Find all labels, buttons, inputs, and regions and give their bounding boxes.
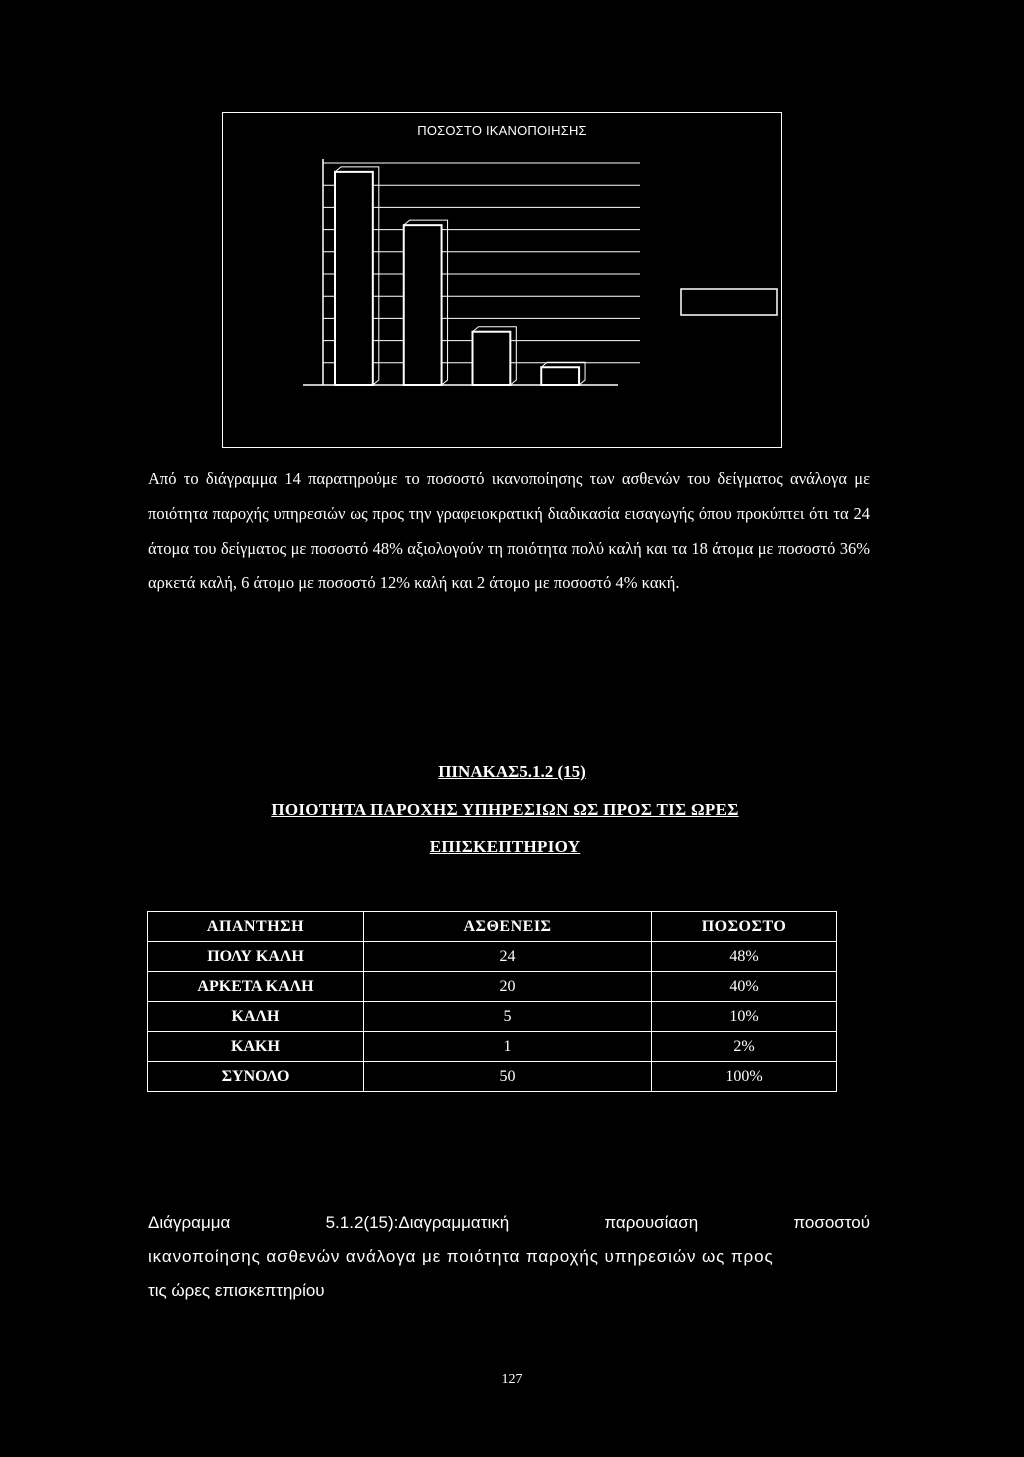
answer-cell: ΠΟΛΥ ΚΑΛΗ [148,942,364,972]
bar [473,332,511,385]
table-title-line1: ΠΟΙΟΤΗΤΑ ΠΑΡΟΧΗΣ ΥΠΗΡΕΣΙΩΝ ΩΣ ΠΡΟΣ ΤΙΣ ΩΡΕΣ [271,800,739,819]
table-total-row [148,1062,837,1092]
table-header-row [148,912,837,942]
answer-cell: ΑΡΚΕΤΑ ΚΑΛΗ [148,972,364,1002]
chart-title: ΠΟΣΟΣΤΟ ΙΚΑΝΟΠΟΙΗΣΗΣ [417,123,587,138]
patients-cell: 24 [364,942,652,972]
percentage-cell: 48% [652,942,837,972]
caption-word: ποσοστού [793,1213,870,1232]
caption-word: παρουσίαση [604,1213,699,1232]
answer-cell: ΚΑΚΗ [148,1032,364,1062]
table-number: ΠΙΝΑΚΑΣ5.1.2 (15) [438,762,586,781]
header-answer: ΑΠΑΝΤΗΣΗ [148,912,364,942]
table-row [148,972,837,1002]
table-title-line2: ΕΠΙΣΚΕΠΤΗΡΙΟΥ [429,837,581,856]
header-patients: ΑΣΘΕΝΕΙΣ [364,912,652,942]
answer-cell: ΚΑΛΗ [148,1002,364,1032]
patients-cell: 5 [364,1002,652,1032]
caption-line1 [148,1206,870,1240]
analysis-paragraph: Από το διάγραμμα 14 παρατηρούμε το ποσοστό ικανοποίησης των ασθενών του δείγματος ανάλογα με ποιότητα παροχής υπηρεσιών ως προς την γραφειοκρατική διαδικασία εισαγωγής όπου προκύπτει ότι τα 24 άτομα του δείγματος με ποσοστό 48% αξιολογούν τη ποιότητα πολύ καλή και τα 18 άτομα με ποσοστό 36% αρκετά καλή, 6 άτομο με ποσοστό 12% καλή και 2 άτομο με ποσοστό 4% κακή. [148,469,870,593]
bar [404,225,442,385]
patients-cell: 50 [364,1062,652,1092]
percentage-cell: 40% [652,972,837,1002]
caption-word: 5.1.2(15):Διαγραμματική [325,1213,510,1232]
patients-cell: 1 [364,1032,652,1062]
page-number: 127 [501,1372,523,1387]
percentage-cell: 100% [652,1062,837,1092]
table-row [148,1032,837,1062]
header-percentage: ΠΟΣΟΣΤΟ [652,912,837,942]
caption-word: Διάγραμμα [148,1213,231,1232]
table-row [148,1002,837,1032]
bar [541,367,579,385]
patients-cell: 20 [364,972,652,1002]
caption-line3: τις ώρες επισκεπτηρίου [148,1281,325,1300]
answer-cell: ΣΥΝΟΛΟ [148,1062,364,1092]
satisfaction-chart [222,112,782,448]
results-table [147,911,837,1092]
percentage-cell: 10% [652,1002,837,1032]
percentage-cell: 2% [652,1032,837,1062]
caption-line2: ικανοποίησης ασθενών ανάλογα με ποιότητα παροχής υπηρεσιών ως προς [148,1247,774,1266]
bar [335,172,373,385]
bar-chart-plot [223,113,781,447]
legend [681,289,777,315]
table-row [148,942,837,972]
figure-caption [148,1206,870,1308]
